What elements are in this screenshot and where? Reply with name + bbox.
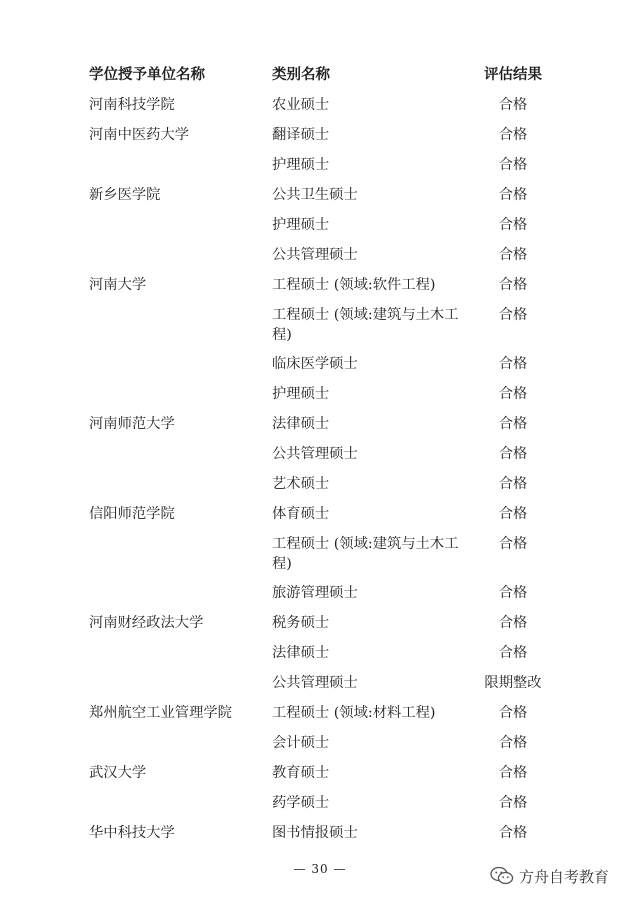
category-cell: 公共卫生硕士 xyxy=(272,187,358,203)
table-row xyxy=(0,442,640,472)
table-row xyxy=(0,532,640,581)
category-cell: 工程硕士 (领域:材料工程) xyxy=(272,705,436,721)
category-cell: 农业硕士 xyxy=(272,97,330,113)
result-cell: 合格 xyxy=(498,386,528,402)
table-row xyxy=(0,243,640,273)
category-cell: 体育硕士 xyxy=(272,506,330,522)
result-cell: 合格 xyxy=(498,765,528,781)
result-cell: 合格 xyxy=(498,735,528,751)
table-row xyxy=(0,183,640,213)
table-row xyxy=(0,791,640,821)
category-cell: 翻译硕士 xyxy=(272,127,330,143)
table-row xyxy=(0,352,640,382)
table-row xyxy=(0,412,640,442)
category-cell: 护理硕士 xyxy=(272,217,330,233)
table-body xyxy=(0,93,640,851)
category-cell: 公共管理硕士 xyxy=(272,247,358,263)
result-cell: 合格 xyxy=(498,277,528,293)
header-unit: 学位授予单位名称 xyxy=(89,67,205,83)
result-cell: 合格 xyxy=(498,307,528,323)
wechat-icon xyxy=(490,866,514,886)
watermark-text: 方舟自考教育 xyxy=(519,867,610,886)
result-cell: 合格 xyxy=(498,645,528,661)
table-row xyxy=(0,93,640,123)
category-cell: 药学硕士 xyxy=(272,795,330,811)
unit-cell: 河南科技学院 xyxy=(89,97,175,113)
table-row xyxy=(0,761,640,791)
table-row xyxy=(0,502,640,532)
unit-cell: 华中科技大学 xyxy=(89,825,175,841)
result-cell: 合格 xyxy=(498,97,528,113)
watermark xyxy=(490,864,609,888)
category-cell: 护理硕士 xyxy=(272,386,330,402)
result-cell: 合格 xyxy=(498,446,528,462)
result-cell: 合格 xyxy=(498,157,528,173)
table-row xyxy=(0,731,640,761)
table-row xyxy=(0,821,640,851)
unit-cell: 河南中医药大学 xyxy=(89,127,190,143)
result-cell: 合格 xyxy=(498,187,528,203)
result-cell: 限期整改 xyxy=(484,675,542,691)
page-number: — 30 — xyxy=(293,862,347,876)
header-category: 类别名称 xyxy=(272,67,330,83)
unit-cell: 河南大学 xyxy=(89,277,147,293)
unit-cell: 新乡医学院 xyxy=(89,187,161,203)
table-header xyxy=(0,64,640,86)
result-cell: 合格 xyxy=(498,416,528,432)
result-cell: 合格 xyxy=(498,217,528,233)
category-cell: 法律硕士 xyxy=(272,645,330,661)
table-row xyxy=(0,581,640,611)
unit-cell: 武汉大学 xyxy=(89,765,147,781)
category-cell: 图书情报硕士 xyxy=(272,825,358,841)
category-cell: 工程硕士 (领域:建筑与土木工程) xyxy=(272,307,459,343)
result-cell: 合格 xyxy=(498,356,528,372)
unit-cell: 郑州航空工业管理学院 xyxy=(89,705,232,721)
header-result: 评估结果 xyxy=(484,67,542,83)
table-row xyxy=(0,213,640,243)
result-cell: 合格 xyxy=(498,615,528,631)
category-cell: 工程硕士 (领域:软件工程) xyxy=(272,277,436,293)
result-cell: 合格 xyxy=(498,506,528,522)
table-row xyxy=(0,123,640,153)
unit-cell: 河南师范大学 xyxy=(89,416,175,432)
table-row xyxy=(0,611,640,641)
category-cell: 旅游管理硕士 xyxy=(272,585,358,601)
table-row xyxy=(0,701,640,731)
unit-cell: 河南财经政法大学 xyxy=(89,615,204,631)
category-cell: 公共管理硕士 xyxy=(272,446,358,462)
table-row xyxy=(0,641,640,671)
result-cell: 合格 xyxy=(498,795,528,811)
category-cell: 税务硕士 xyxy=(272,615,330,631)
table-row xyxy=(0,382,640,412)
result-cell: 合格 xyxy=(498,825,528,841)
category-cell: 护理硕士 xyxy=(272,157,330,173)
table-row xyxy=(0,671,640,701)
table-row xyxy=(0,153,640,183)
result-cell: 合格 xyxy=(498,705,528,721)
unit-cell: 信阳师范学院 xyxy=(89,506,175,522)
table-row xyxy=(0,472,640,502)
category-cell: 工程硕士 (领域:建筑与土木工程) xyxy=(272,536,459,572)
category-cell: 公共管理硕士 xyxy=(272,675,358,691)
result-cell: 合格 xyxy=(498,127,528,143)
category-cell: 教育硕士 xyxy=(272,765,330,781)
result-cell: 合格 xyxy=(498,476,528,492)
result-cell: 合格 xyxy=(498,247,528,263)
table-row xyxy=(0,273,640,303)
table-row xyxy=(0,303,640,352)
category-cell: 艺术硕士 xyxy=(272,476,330,492)
category-cell: 法律硕士 xyxy=(272,416,330,432)
category-cell: 临床医学硕士 xyxy=(272,356,358,372)
result-cell: 合格 xyxy=(498,536,528,552)
result-cell: 合格 xyxy=(498,585,528,601)
category-cell: 会计硕士 xyxy=(272,735,330,751)
